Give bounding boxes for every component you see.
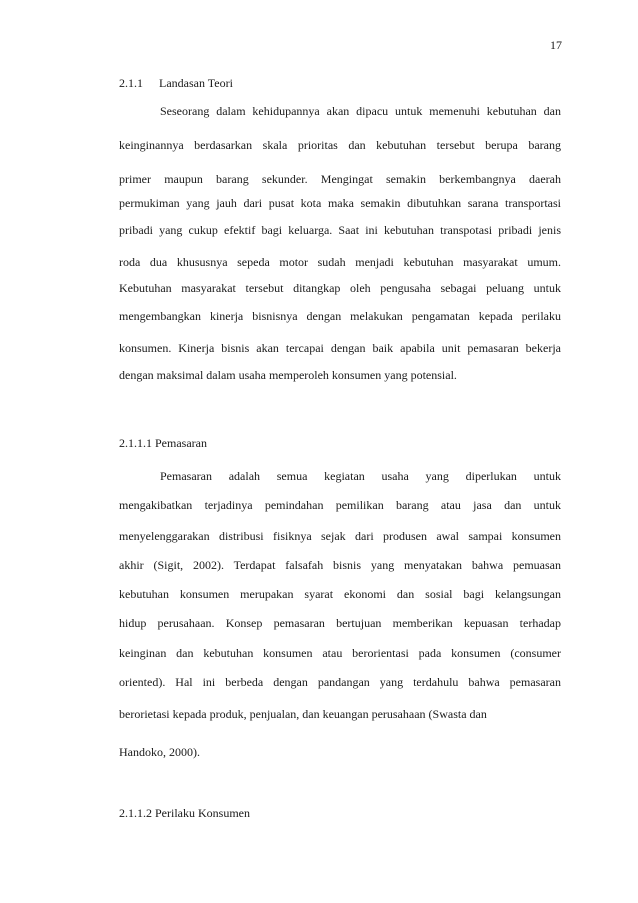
paragraph-line: primer maupun barang sekunder. Mengingat semakin berkembangnya daerah [119,172,561,186]
paragraph-line: akhir (Sigit, 2002). Terdapat falsafah bisnis yang menyatakan bahwa pemuasan [119,558,561,572]
paragraph-line: Kebutuhan masyarakat tersebut ditangkap oleh pengusaha sebagai peluang untuk [119,281,561,295]
paragraph-line: pribadi yang cukup efektif bagi keluarga. Saat ini kebutuhan transpotasi pribadi jenis [119,223,561,237]
paragraph-line: roda dua khususnya sepeda motor sudah menjadi kebutuhan masyarakat umum. [119,255,561,269]
paragraph-line: Handoko, 2000). [119,745,200,759]
paragraph-line: hidup perusahaan. Konsep pemasaran bertujuan memberikan kepuasan terhadap [119,616,561,630]
paragraph-line: mengakibatkan terjadinya pemindahan pemilikan barang atau jasa dan untuk [119,498,561,512]
paragraph-line: keinginannya berdasarkan skala prioritas dan kebutuhan tersebut berupa barang [119,138,561,152]
paragraph-line: oriented). Hal ini berbeda dengan pandangan yang terdahulu bahwa pemasaran [119,675,561,689]
paragraph-line: kebutuhan konsumen merupakan syarat ekonomi dan sosial bagi kelangsungan [119,587,561,601]
paragraph-line: Pemasaran adalah semua kegiatan usaha yang diperlukan untuk [160,469,561,483]
section-title: Landasan Teori [159,76,233,90]
paragraph-line: menyelenggarakan distribusi fisiknya sejak dari produsen awal sampai konsumen [119,529,561,543]
paragraph-line: keinginan dan kebutuhan konsumen atau berorientasi pada konsumen (consumer [119,646,561,660]
section-number: 2.1.1 [119,76,143,90]
paragraph-line: Seseorang dalam kehidupannya akan dipacu untuk memenuhi kebutuhan dan [160,104,561,118]
section-heading-pemasaran: 2.1.1.1 Pemasaran [119,436,207,450]
paragraph-line: berorietasi kepada produk, penjualan, dan keuangan perusahaan (Swasta dan [119,707,487,721]
page-number: 17 [550,38,562,52]
section-heading-landasan-teori [119,76,233,91]
paragraph-line: dengan maksimal dalam usaha memperoleh konsumen yang potensial. [119,368,457,382]
paragraph-line: konsumen. Kinerja bisnis akan tercapai dengan baik apabila unit pemasaran bekerja [119,341,561,355]
paragraph-line: mengembangkan kinerja bisnisnya dengan melakukan pengamatan kepada perilaku [119,309,561,323]
paragraph-line: permukiman yang jauh dari pusat kota maka semakin dibutuhkan sarana transportasi [119,196,561,210]
section-heading-perilaku-konsumen: 2.1.1.2 Perilaku Konsumen [119,806,250,820]
